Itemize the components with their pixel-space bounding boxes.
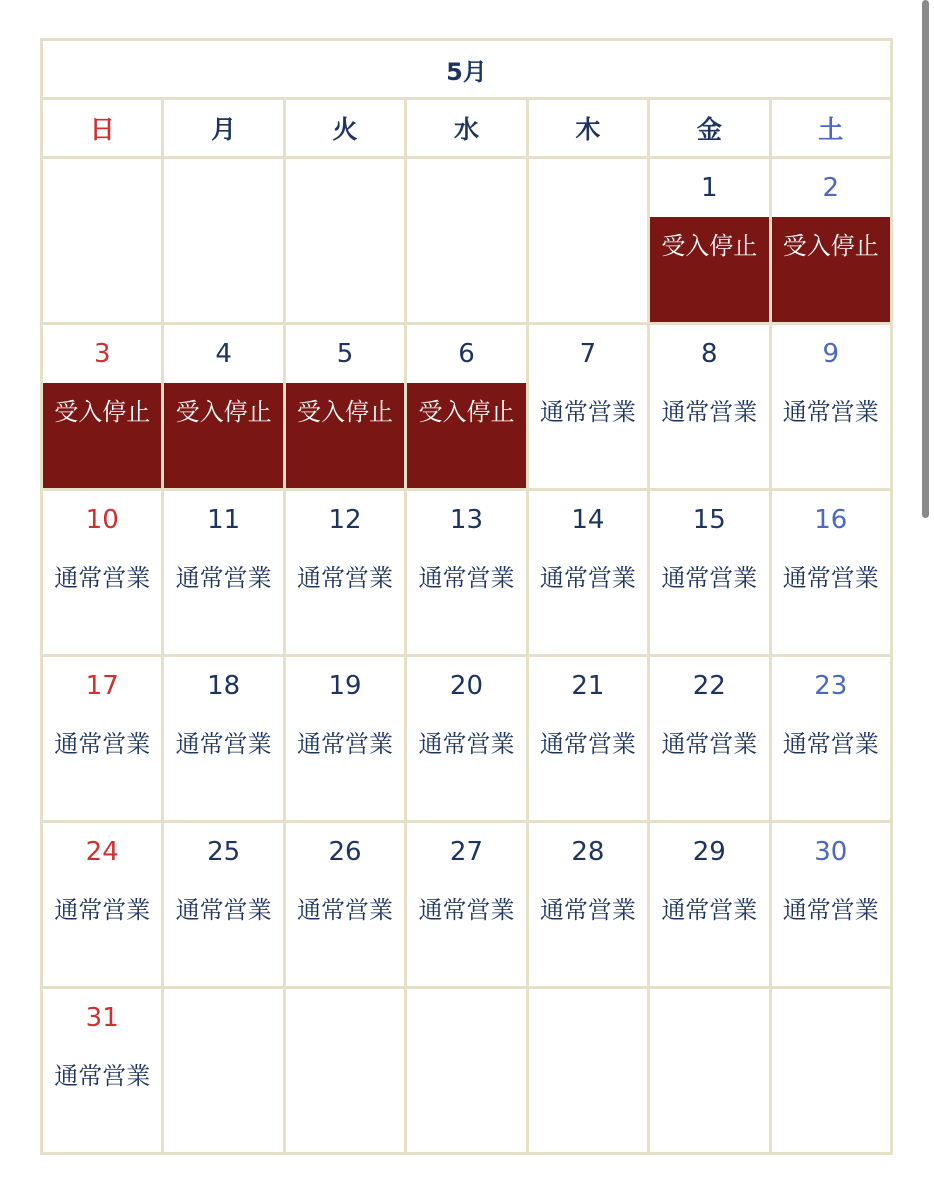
day-number: 6 — [458, 339, 475, 369]
day-number: 2 — [822, 173, 840, 203]
status-open: 通常営業 — [539, 398, 636, 426]
calendar-day-cell — [406, 490, 527, 656]
calendar-day-cell — [527, 324, 648, 490]
status-closed: 受入停止 — [407, 383, 525, 488]
calendar-day-cell — [406, 656, 527, 822]
status-open: 通常営業 — [782, 896, 879, 924]
status-open: 通常営業 — [539, 730, 636, 758]
calendar-day-cell — [284, 490, 405, 656]
status-open: 通常営業 — [418, 564, 515, 592]
calendar-empty-cell — [649, 988, 770, 1154]
day-number: 9 — [822, 339, 840, 369]
calendar-empty-cell — [42, 158, 163, 324]
status-closed: 受入停止 — [772, 217, 890, 322]
status-closed: 受入停止 — [164, 383, 282, 488]
calendar-day-cell — [527, 822, 648, 988]
calendar-day-cell — [163, 656, 284, 822]
status-open: 通常営業 — [297, 730, 394, 758]
status-open: 通常営業 — [782, 730, 879, 758]
status-open: 通常営業 — [297, 896, 394, 924]
calendar-empty-cell — [527, 158, 648, 324]
weekday-fri: 金 — [649, 99, 770, 158]
day-number: 28 — [571, 837, 605, 867]
day-number: 15 — [692, 505, 726, 535]
status-open: 通常営業 — [782, 564, 879, 592]
weekday-header-row — [42, 99, 892, 158]
calendar-day-cell — [163, 822, 284, 988]
day-number: 29 — [692, 837, 726, 867]
status-closed: 受入停止 — [650, 217, 768, 322]
status-open: 通常営業 — [54, 1062, 151, 1090]
day-number: 17 — [85, 671, 119, 701]
weekday-sun: 日 — [42, 99, 163, 158]
month-title: 5月 — [42, 40, 892, 99]
weekday-wed: 水 — [406, 99, 527, 158]
day-number: 27 — [449, 837, 484, 867]
calendar-day-cell — [406, 324, 527, 490]
calendar-empty-cell — [527, 988, 648, 1154]
day-number: 26 — [328, 837, 362, 867]
day-number: 20 — [449, 671, 484, 701]
day-number: 1 — [701, 173, 718, 203]
day-number: 16 — [814, 505, 848, 535]
day-number: 13 — [449, 505, 484, 535]
calendar-day-cell — [284, 324, 405, 490]
day-number: 8 — [701, 339, 718, 369]
calendar-day-cell — [649, 324, 770, 490]
day-number: 30 — [814, 837, 848, 867]
calendar-empty-cell — [284, 988, 405, 1154]
status-open: 通常営業 — [54, 730, 151, 758]
calendar-day-cell — [163, 324, 284, 490]
status-open: 通常営業 — [418, 730, 515, 758]
status-open: 通常営業 — [782, 398, 879, 426]
calendar-week-row — [42, 656, 892, 822]
vertical-scrollbar[interactable] — [922, 0, 929, 518]
calendar-week-row — [42, 158, 892, 324]
status-open: 通常営業 — [54, 896, 151, 924]
calendar-day-cell — [770, 822, 891, 988]
calendar-day-cell — [649, 158, 770, 324]
status-open: 通常営業 — [175, 896, 272, 924]
calendar-day-cell — [649, 490, 770, 656]
calendar-empty-cell — [406, 158, 527, 324]
calendar-day-cell — [42, 822, 163, 988]
weekday-mon: 月 — [163, 99, 284, 158]
day-number: 10 — [85, 505, 119, 535]
day-number: 4 — [215, 339, 232, 369]
calendar-day-cell — [406, 822, 527, 988]
status-open: 通常営業 — [539, 896, 636, 924]
status-closed: 受入停止 — [43, 383, 161, 488]
day-number: 25 — [207, 837, 241, 867]
calendar-day-cell — [649, 656, 770, 822]
calendar-day-cell — [42, 324, 163, 490]
calendar-week-row — [42, 988, 892, 1154]
weekday-tue: 火 — [284, 99, 405, 158]
weekday-thu: 木 — [527, 99, 648, 158]
day-number: 23 — [814, 671, 848, 701]
day-number: 21 — [571, 671, 605, 701]
day-number: 24 — [85, 837, 119, 867]
weekday-sat: 土 — [770, 99, 891, 158]
calendar-empty-cell — [163, 988, 284, 1154]
day-number: 11 — [207, 505, 241, 535]
day-number: 22 — [692, 671, 726, 701]
status-open: 通常営業 — [54, 564, 151, 592]
calendar-day-cell — [649, 822, 770, 988]
day-number: 5 — [336, 339, 354, 369]
calendar-empty-cell — [284, 158, 405, 324]
calendar-day-cell — [42, 656, 163, 822]
calendar-day-cell — [284, 822, 405, 988]
calendar-day-cell — [527, 490, 648, 656]
status-open: 通常営業 — [661, 398, 758, 426]
calendar-day-cell — [42, 490, 163, 656]
calendar-day-cell — [527, 656, 648, 822]
status-open: 通常営業 — [175, 564, 272, 592]
day-number: 12 — [328, 505, 362, 535]
calendar-week-row — [42, 822, 892, 988]
status-open: 通常営業 — [418, 896, 515, 924]
day-number: 14 — [571, 505, 605, 535]
calendar-day-cell — [42, 988, 163, 1154]
status-open: 通常営業 — [297, 564, 394, 592]
status-open: 通常営業 — [661, 564, 758, 592]
calendar-day-cell — [770, 656, 891, 822]
status-closed: 受入停止 — [286, 383, 404, 488]
day-number: 31 — [85, 1003, 119, 1033]
day-number: 3 — [93, 339, 111, 369]
status-open: 通常営業 — [661, 730, 758, 758]
calendar-week-row — [42, 324, 892, 490]
status-open: 通常営業 — [539, 564, 636, 592]
day-number: 19 — [328, 671, 362, 701]
calendar-day-cell — [163, 490, 284, 656]
calendar-table — [40, 38, 893, 1155]
calendar-empty-cell — [770, 988, 891, 1154]
status-open: 通常営業 — [661, 896, 758, 924]
calendar-day-cell — [770, 158, 891, 324]
calendar-week-row — [42, 490, 892, 656]
calendar-day-cell — [284, 656, 405, 822]
day-number: 18 — [207, 671, 241, 701]
calendar-day-cell — [770, 324, 891, 490]
calendar-empty-cell — [406, 988, 527, 1154]
day-number: 7 — [579, 339, 597, 369]
status-open: 通常営業 — [175, 730, 272, 758]
calendar-day-cell — [770, 490, 891, 656]
calendar-empty-cell — [163, 158, 284, 324]
